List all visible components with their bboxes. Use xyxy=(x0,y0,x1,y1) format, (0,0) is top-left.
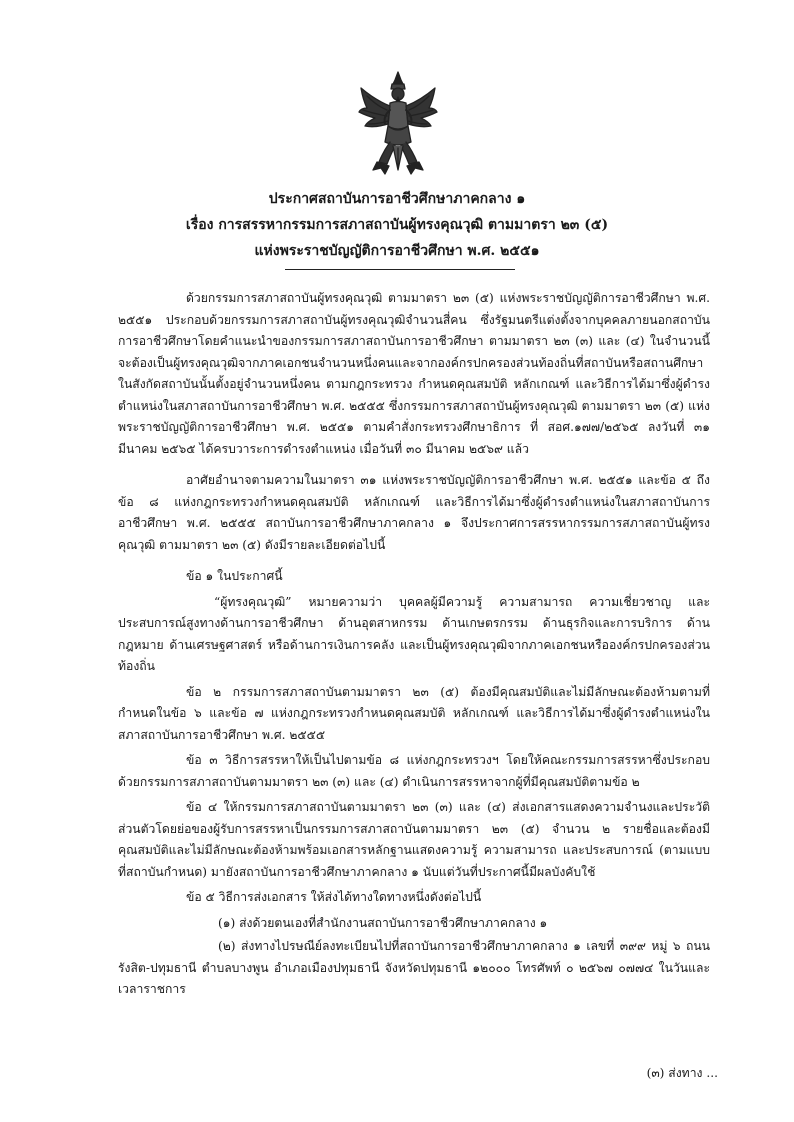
announcement-body xyxy=(118,288,710,1003)
clause-1-heading: ข้อ ๑ ในประกาศนี้ xyxy=(186,569,283,583)
announcement-header xyxy=(0,186,794,264)
garuda-emblem-icon xyxy=(357,70,439,178)
paragraph-authority: อาศัยอำนาจตามความในมาตรา ๓๑ แห่งพระราชบัญญัติการอาชีวศึกษา พ.ศ. ๒๕๕๑ และข้อ ๕ ถึง ข้อ ๘ แห่งกฎกระทรวงกำหนดคุณสมบัติ หลักเกณฑ์ และวิธีการได้มาซึ่งผู้ดำรงตำแหน่งในสภาสถาบันการอาชีวศึกษา พ.ศ. ๒๕๕๕ สถาบันการอาชีวศึกษาภาคกลาง ๑ จึงประกาศการสรรหากรรมการสภาสถาบันผู้ทรงคุณวุฒิ ตามมาตรา ๒๓ (๕) ดังมีรายละเอียดต่อไปนี้ xyxy=(118,473,710,552)
clause-2: ข้อ ๒ กรรมการสภาสถาบันตามมาตรา ๒๓ (๕) ต้องมีคุณสมบัติและไม่มีลักษณะต้องห้ามตามที่กำหนดในข้อ ๖ และข้อ ๗ แห่งกฎกระทรวงกำหนดคุณสมบัติ หลักเกณฑ์ และวิธีการได้มาซึ่งผู้ดำรงตำแหน่งในสภาสถาบันการอาชีวศึกษา พ.ศ. ๒๕๕๕ xyxy=(118,684,710,742)
clause-4: ข้อ ๔ ให้กรรมการสภาสถาบันตามมาตรา ๒๓ (๓) และ (๔) ส่งเอกสารแสดงความจำนงและประวัติส่วนตัวโดยย่อของผู้รับการสรรหาเป็นกรรมการสภาสถาบันตามมาตรา ๒๓ (๕) จำนวน ๒ รายชื่อและต้องมีคุณสมบัติและไม่มีลักษณะต้องห้ามพร้อมเอกสารหลักฐานแสดงความรู้ ความสามารถ และประสบการณ์ (ตามแบบที่สถาบันกำหนด) มายังสถาบันการอาชีวศึกษาภาคกลาง ๑ นับแต่วันที่ประกาศนี้มีผลบังคับใช้ xyxy=(118,800,710,879)
paragraph-background: ด้วยกรรมการสภาสถาบันผู้ทรงคุณวุฒิ ตามมาตรา ๒๓ (๕) แห่งพระราชบัญญัติการอาชีวศึกษา พ.ศ. ๒๕๕๑ ประกอบด้วยกรรมการสภาสถาบันผู้ทรงคุณวุฒิจำนวนสี่คน ซึ่งรัฐมนตรีแต่งตั้งจากบุคคลภายนอกสถาบันการอาชีวศึกษาโดยคำแนะนำของกรรมการสภาสถาบันการอาชีวศึกษา ตามมาตรา ๒๓ (๓) และ (๔) ในจำนวนนี้จะต้องเป็นผู้ทรงคุณวุฒิจากภาคเอกชนจำนวนหนึ่งคนและจากองค์กรปกครองส่วนท้องถิ่นที่สถาบันหรือสถานศึกษาในสังกัดสถาบันนั้นตั้งอยู่จำนวนหนึ่งคน ตามกฎกระทรวง กำหนดคุณสมบัติ หลักเกณฑ์ และวิธีการได้มาซึ่งผู้ดำรงตำแหน่งในสภาสถาบันการอาชีวศึกษา พ.ศ. ๒๕๕๕ ซึ่งกรรมการสภาสถาบันผู้ทรงคุณวุฒิ ตามมาตรา ๒๓ (๕) แห่งพระราชบัญญัติการอาชีวศึกษา พ.ศ. ๒๕๕๑ ตามคำสั่งกระทรวงศึกษาธิการ ที่ สอศ.๑๗๗/๒๕๖๕ ลงวันที่ ๓๑ มีนาคม ๒๕๖๕ ได้ครบวาระการดำรงตำแหน่ง เมื่อวันที่ ๓๐ มีนาคม ๒๕๖๙ แล้ว xyxy=(118,291,710,456)
clause-5: ข้อ ๕ วิธีการส่งเอกสาร ให้ส่งได้ทางใดทางหนึ่งดังต่อไปนี้ xyxy=(186,890,482,904)
page-continuation: (๓) ส่งทาง ... xyxy=(646,1066,718,1080)
clause-5-method-2: (๒) ส่งทางไปรษณีย์ลงทะเบียนไปที่สถาบันการอาชีวศึกษาภาคกลาง ๑ เลขที่ ๓๙๙ หมู่ ๖ ถนนรังสิต-ปทุมธานี ตำบลบางพูน อำเภอเมืองปทุมธานี จังหวัดปทุมธานี ๑๒๐๐๐ โทรศัพท์ ๐ ๒๕๖๗ ๐๗๗๔ ในวันและเวลาราชการ xyxy=(118,939,710,996)
clause-1-definition: “ผู้ทรงคุณวุฒิ” หมายความว่า บุคคลผู้มีความรู้ ความสามารถ ความเชี่ยวชาญ และประสบการณ์สูงทางด้านการอาชีวศึกษา ด้านอุตสาหกรรม ด้านเกษตรกรรม ด้านธุรกิจและการบริการ ด้านกฎหมาย ด้านเศรษฐศาสตร์ หรือด้านการเงินการคลัง และเป็นผู้ทรงคุณวุฒิจากภาคเอกชนหรือองค์กรปกครองส่วนท้องถิ่น xyxy=(118,594,710,673)
header-title: ประกาศสถาบันการอาชีวศึกษาภาคกลาง ๑ xyxy=(268,191,526,207)
clause-3: ข้อ ๓ วิธีการสรรหาให้เป็นไปตามข้อ ๘ แห่งกฎกระทรวงฯ โดยให้คณะกรรมการสรรหาซึ่งประกอบด้วยกรรมการสภาสถาบันตามมาตรา ๒๓ (๓) และ (๔) ดำเนินการสรรหาจากผู้ที่มีคุณสมบัติตามข้อ ๒ xyxy=(118,753,710,789)
header-act: แห่งพระราชบัญญัติการอาชีวศึกษา พ.ศ. ๒๕๕๑ xyxy=(254,243,540,259)
header-divider xyxy=(285,269,515,270)
header-subject: เรื่อง การสรรหากรรมการสภาสถาบันผู้ทรงคุณวุฒิ ตามมาตรา ๒๓ (๕) xyxy=(185,217,609,233)
clause-5-method-1: (๑) ส่งด้วยตนเองที่สำนักงานสถาบันการอาชีวศึกษาภาคกลาง ๑ xyxy=(218,915,548,930)
